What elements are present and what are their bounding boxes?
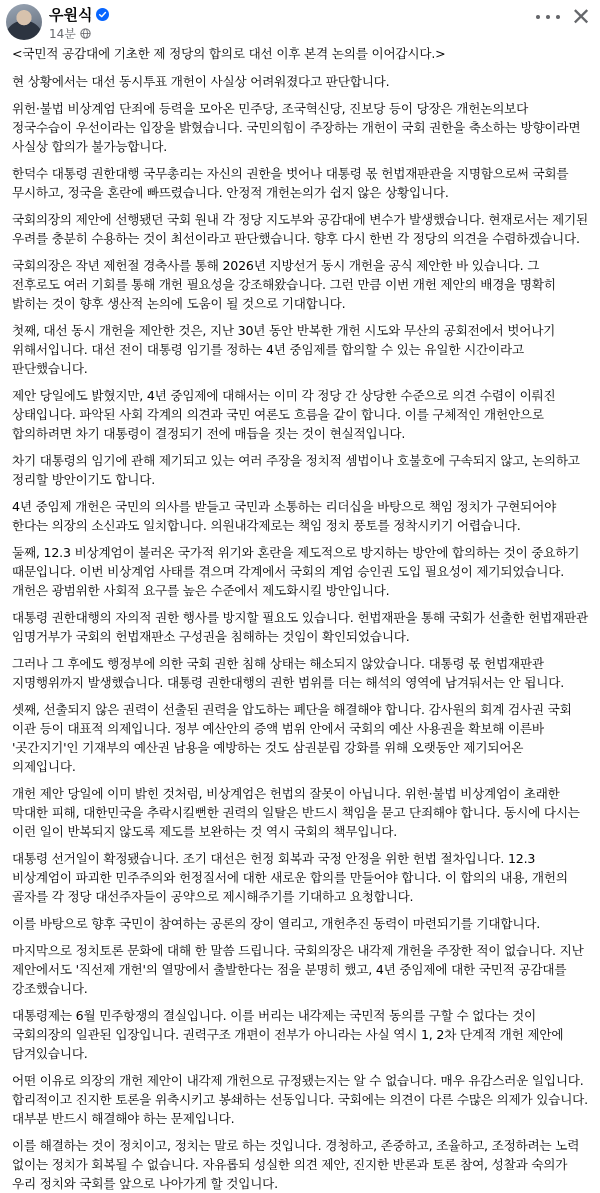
post-paragraph: 차기 대통령의 임기에 관해 제기되고 있는 여러 주장을 정치적 셈법이나 호불호에 구속되지 않고, 논의하고 정리할 방안이기도 합니다. xyxy=(12,453,580,487)
post-timestamp[interactable]: 14분 xyxy=(49,27,76,41)
post-paragraph: 제안 당일에도 밝혔지만, 4년 중임제에 대해서는 이미 각 정당 간 상당한 수준으로 의견 수렴이 이뤄진 상태입니다. 파악된 사회 각계의 의견과 국민 여론도 흐름을 같이 합니다. 이를 구체적인 개헌안으로 합의하려면 차기 대통령이 결정되기 전에 매듭을 짓는 것이 현실적입니다. xyxy=(12,388,556,441)
post-paragraph: 어떤 이유로 의장의 개헌 제안이 내각제 개헌으로 규정됐는지는 알 수 없습니다. 매우 유감스러운 일입니다. 합리적이고 진지한 토론을 위축시키고 봉쇄하는 선동입니다. 국회에는 의견이 다른 수많은 의제가 있습니다. 대부분 반드시 해결해야 하는 문제입니다. xyxy=(12,1073,588,1126)
author-name[interactable]: 우원식 xyxy=(49,6,93,24)
post-paragraph: 마지막으로 정치토론 문화에 대해 한 말씀 드립니다. 국회의장은 내각제 개헌을 주장한 적이 없습니다. 지난 제안에서도 '직선제 개헌'의 열망에서 출발한다는 점을 분명히 했고, 4년 중임제에 대한 국민적 공감대를 강조했습니다. xyxy=(12,943,584,996)
post-body xyxy=(0,44,600,1193)
globe-icon xyxy=(80,28,91,39)
post-paragraph: 대통령제는 6월 민주항쟁의 결실입니다. 이를 버리는 내각제는 국민적 동의를 구할 수 없다는 것이 국회의장의 일관된 입장입니다. 권력구조 개편이 전부가 아니라는 사실 역시 1, 2차 단계적 개헌 제안에 담겨있습니다. xyxy=(12,1008,564,1061)
more-dot xyxy=(536,15,540,19)
post-paragraph: 대통령 선거일이 확정됐습니다. 조기 대선은 헌정 회복과 국정 안정을 위한 헌법 절차입니다. 12.3 비상계엄이 파괴한 민주주의와 헌정질서에 대한 새로운 합의를 만들어야 합니다. 이 합의의 내용, 개헌의 골자를 각 정당 대선주자들이 공약으로 제시해주기를 기대하고 요청합니다. xyxy=(12,851,568,904)
post-paragraph: 현 상황에서는 대선 동시투표 개헌이 사실상 어려워졌다고 판단합니다. xyxy=(12,74,390,89)
post-paragraph: 국회의장은 작년 제헌절 경축사를 통해 2026년 지방선거 동시 개헌을 공식 제안한 바 있습니다. 그 전후로도 여러 기회를 통해 개헌 필요성을 강조해왔습니다. 그런 만큼 이번 개헌 제안의 배경을 명확히 밝히는 것이 향후 생산적 논의에 도움이 될 것으로 기대합니다. xyxy=(12,258,556,311)
author-line xyxy=(49,4,109,25)
post-paragraph: 개헌 제안 당일에 이미 밝힌 것처럼, 비상계엄은 헌법의 잘못이 아닙니다. 위헌·불법 비상계엄이 초래한 막대한 피해, 대한민국을 추락시킬뻔한 권력의 일탈은 반드시 책임을 묻고 단죄해야 합니다. 동시에 다시는 이런 일이 반복되지 않도록 제도를 보완하는 것 역시 국회의 책무입니다. xyxy=(12,786,580,839)
more-options-icon[interactable] xyxy=(536,9,560,25)
post-paragraph: 둘째, 12.3 비상계엄이 불러온 국가적 위기와 혼란을 제도적으로 방지하는 방안에 합의하는 것이 중요하기 때문입니다. 이번 비상계엄 사태를 겪으며 각계에서 국회의 계엄 승인권 도입 필요성이 제기되었습니다. 개헌은 광범위한 사회적 요구를 높은 수준에서 제도화시킬 방안입니다. xyxy=(12,545,580,598)
close-icon[interactable]: ✕ xyxy=(570,3,592,31)
post-paragraph: 대통령 권한대행의 자의적 권한 행사를 방지할 필요도 있습니다. 헌법재판을 통해 국회가 선출한 헌법재판관 임명거부가 국회의 헌법재판소 구성권을 침해하는 것임이 확인되었습니다. xyxy=(12,610,588,644)
more-dot xyxy=(556,15,560,19)
post-paragraph: 국회의장의 제안에 선행됐던 국회 원내 각 정당 지도부와 공감대에 변수가 발생했습니다. 현재로서는 제기된 우려를 충분히 수용하는 것이 최선이라고 판단했습니다. 향후 다시 한번 각 정당의 의견을 수렴하겠습니다. xyxy=(12,212,588,246)
post-paragraph: 이를 해결하는 것이 정치이고, 정치는 말로 하는 것입니다. 경청하고, 존중하고, 조율하고, 조정하려는 노력 없이는 정치가 회복될 수 없습니다. 자유롭되 성실한 의견 제안, 진지한 반론과 토론 참여, 성찰과 숙의가 우리 정치와 국회를 앞으로 나아가게 할 것입니다. xyxy=(12,1138,580,1191)
post-header xyxy=(0,0,600,44)
verified-badge-icon xyxy=(96,8,109,21)
post-paragraphs xyxy=(12,72,590,1193)
post-paragraph: 첫째, 대선 동시 개헌을 제안한 것은, 지난 30년 동안 반복한 개헌 시도와 무산의 공회전에서 벗어나기 위해서입니다. 대선 전이 대통령 임기를 정하는 4년 중임제를 합의할 수 있는 유일한 시간이라고 판단했습니다. xyxy=(12,323,556,376)
post-title: <국민적 공감대에 기초한 제 정당의 합의로 대선 이후 본격 논의를 이어갑시다.> xyxy=(12,46,446,61)
post-paragraph: 셋째, 선출되지 않은 권력이 선출된 권력을 압도하는 폐단을 해결해야 합니다. 감사원의 회계 검사권 국회 이관 등이 대표적 의제입니다. 정부 예산안의 증액 범위 안에서 국회의 예산 사용권을 확보해 이른바 '곳간지기'인 기재부의 예산권 남용을 예방하는 것도 삼권분립 강화를 위해 오랫동안 제기되어온 의제입니다. xyxy=(12,702,572,774)
more-dot xyxy=(546,15,550,19)
avatar[interactable] xyxy=(6,4,42,40)
post-paragraph: 위헌·불법 비상계엄 단죄에 등력을 모아온 민주당, 조국혁신당, 진보당 등이 당장은 개헌논의보다 정국수습이 우선이라는 입장을 밝혔습니다. 국민의힘이 주장하는 개헌이 국회 권한을 축소하는 방향이라면 사실상 합의가 불가능합니다. xyxy=(12,101,581,154)
post-paragraph: 그러나 그 후에도 행정부에 의한 국회 권한 침해 상태는 해소되지 않았습니다. 대통령 몫 헌법재판관 지명행위까지 발생했습니다. 대통령 권한대행의 권한 범위를 더는 해석의 영역에 남겨둬서는 안 됩니다. xyxy=(12,656,564,690)
post-paragraph: 한덕수 대통령 권한대행 국무총리는 자신의 권한을 벗어나 대통령 몫 헌법재판관을 지명함으로써 국회를 무시하고, 정국을 혼란에 빠뜨렸습니다. 안정적 개헌논의가 쉽지 않은 상황입니다. xyxy=(12,166,569,200)
post-paragraph: 이를 바탕으로 향후 국민이 참여하는 공론의 장이 열리고, 개헌추진 동력이 마련되기를 기대합니다. xyxy=(12,916,541,931)
post-paragraph: 4년 중임제 개헌은 국민의 의사를 받들고 국민과 소통하는 리더십을 바탕으로 책임 정치가 구현되어야 한다는 의장의 소신과도 일치합니다. 의원내각제로는 책임 정치 풍토를 정착시키기 어렵습니다. xyxy=(12,499,557,533)
post-meta xyxy=(49,25,91,42)
